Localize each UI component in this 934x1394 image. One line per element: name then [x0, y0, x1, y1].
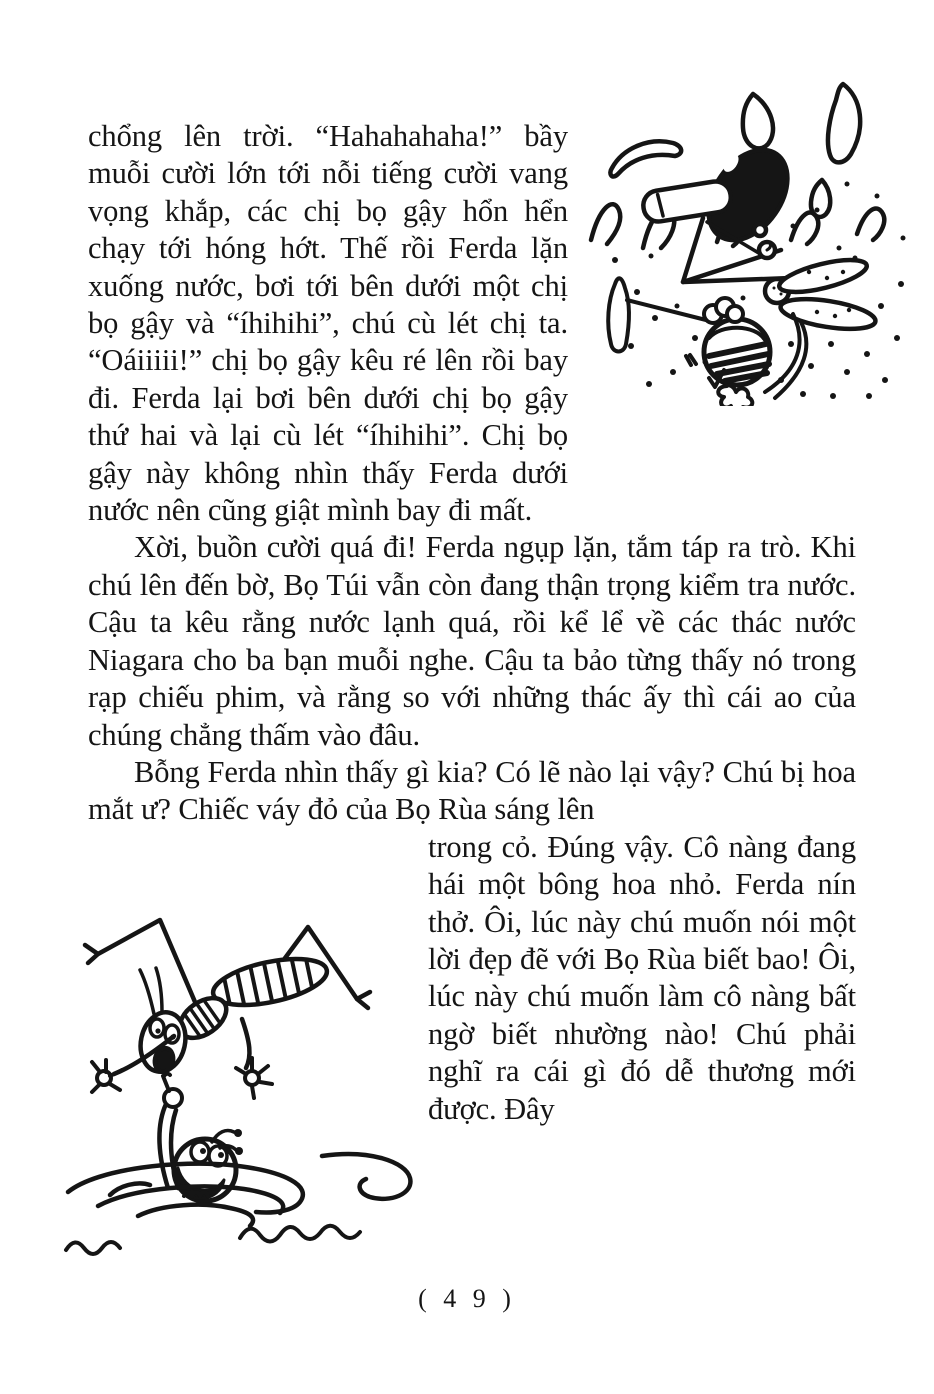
paragraph-1: chổng lên trời. “Hahahahaha!” bầy muỗi cười lớn tới nỗi tiếng cười vang vọng khắp, các chị bọ gậy hổn hển chạy tới hóng hớt. Thế rồi Ferda lặn xuống nước, bơi tới bên dưới một chị bọ gậy và “íhihihi”, chú cù lét chị ta. “Oáiiiii!” chị bọ gậy kêu ré lên rồi bay đi. Ferda lại bơi bên dưới chị bọ gậy thứ hai và lại cù lét “íhihihi”. Chị bọ gậy này không nhìn thấy Ferda dưới nước nên cũng giật mình bay đi mất.: [88, 119, 568, 528]
top-illustration-wrap-spacer: [568, 118, 856, 456]
ripple: [138, 1205, 253, 1226]
paragraph-3-lead: Bỗng Ferda nhìn thấy gì kia? Có lẽ nào lại vậy? Chú bị hoa mắt ư? Chiếc váy đỏ của Bọ Rùa sáng lên: [88, 754, 856, 827]
paragraph-3-rest: trong cỏ. Đúng vậy. Cô nàng đang hái một bông hoa nhỏ. Ferda nín thở. Ôi, lúc này chú muốn nói một lời đẹp đẽ với Bọ Rùa biết bao! Ôi, lúc này chú muốn làm cô nàng bất ngờ biết nhường nào! Chú phải nghĩ ra cái gì đó dễ thương mới được. Đây: [428, 829, 856, 1126]
page-text-content: [88, 118, 856, 1181]
wave-crest: [857, 208, 884, 240]
paragraph-2: Xời, buồn cười quá đi! Ferda ngụp lặn, tắm táp ra trò. Khi chú lên đến bờ, Bọ Túi vẫn còn đang thận trọng kiểm tra nước. Cậu ta kêu rằng nước lạnh quá, rồi kể lể về các thác nước Niagara cho ba bạn muỗi nghe. Cậu ta bảo từng thấy nó trong rạp chiếu phim, và rằng so với những thác ấy thì cái ao của chúng chẳng thấm vào đâu.: [88, 530, 856, 752]
page-number: ( 4 9 ): [418, 1284, 516, 1313]
wavelet: [66, 1242, 120, 1254]
wavelet: [240, 1226, 360, 1242]
bottom-illustration-wrap-spacer: [88, 829, 428, 1181]
